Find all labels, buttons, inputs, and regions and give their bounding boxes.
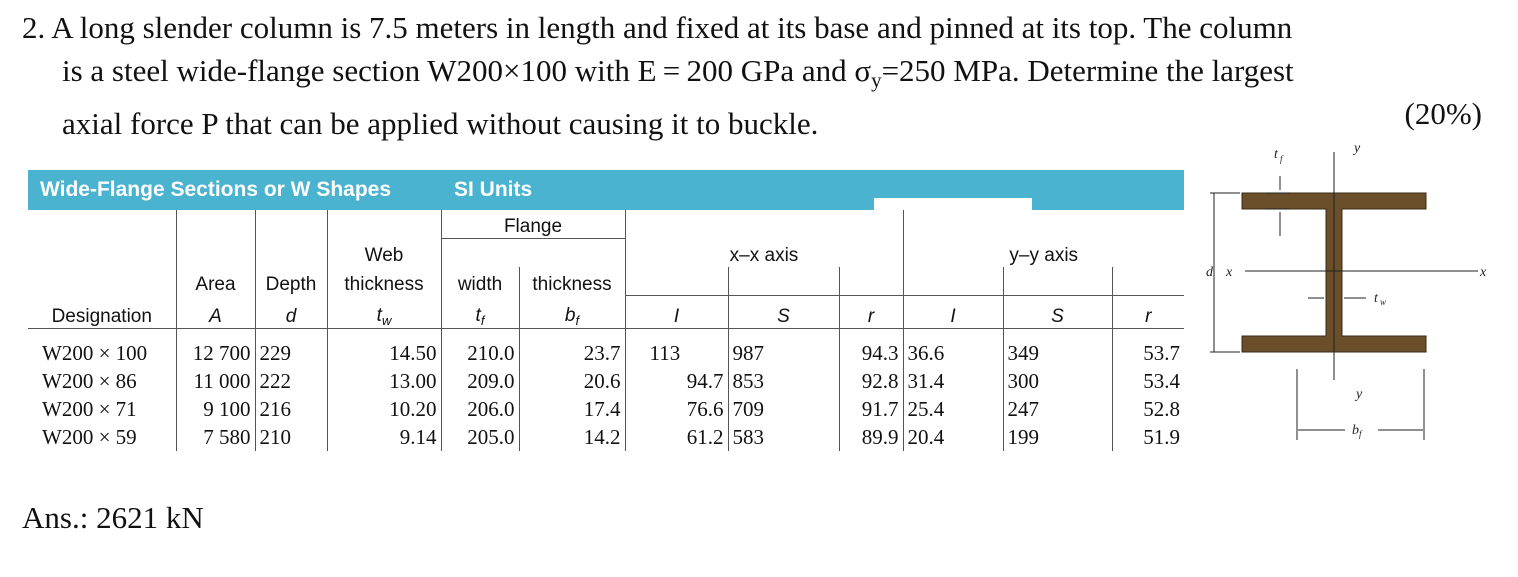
svg-text:f: f: [1280, 154, 1283, 164]
header-row-1: [28, 210, 1184, 239]
svg-text:w: w: [1380, 297, 1387, 307]
svg-text:y: y: [1354, 141, 1361, 156]
section-properties-table: [28, 210, 1184, 451]
problem-line-2: is a steel wide-flange section W200×100 with E = 200 GPa and $\sigma_y=250$ MPa. Determine the largest: [62, 53, 1294, 92]
svg-text:x: x: [1480, 265, 1487, 280]
table-units: SI Units: [454, 178, 533, 201]
header-row-3: [28, 267, 1184, 296]
header-row-2: [28, 239, 1184, 268]
svg-text:f: f: [1359, 429, 1362, 439]
problem-line-1: 2. A long slender column is 7.5 meters in length and fixed at its base and pinned at its top. The column: [22, 10, 1293, 45]
svg-text:x: x: [1226, 265, 1233, 280]
svg-text:b: b: [1352, 423, 1359, 438]
svg-text:t: t: [1374, 291, 1378, 306]
depth-header: Depth: [255, 267, 327, 296]
table-title-bar: [28, 170, 1184, 210]
svg-text:y: y: [1356, 387, 1363, 402]
svg-text:t: t: [1274, 147, 1278, 162]
wide-flange-table: [28, 170, 1184, 454]
web-header: Web: [364, 245, 404, 266]
problem-line-3: axial force P that can be applied without causing it to buckle.: [62, 106, 819, 141]
table-row: W200 × 100 12 700 229 14.50 210.0 23.7 113 987 94.3 36.6 349 53.7: [28, 339, 1184, 367]
flange-thickness-header: thickness: [519, 267, 625, 296]
flange-width-header: width: [441, 267, 519, 296]
flange-header: Flange: [503, 216, 563, 237]
answer-text: Ans.: 2621 kN: [22, 500, 204, 535]
svg-text:d: d: [1206, 265, 1213, 280]
header-row-4: Designation A d $t_w$ $t_f$ $b_f$ I S r I S r: [28, 296, 1184, 329]
area-header: Area: [176, 267, 255, 296]
problem-number: 2.: [22, 10, 46, 45]
xx-axis-header: x–x axis: [729, 245, 799, 266]
wide-flange-section-figure: [1190, 140, 1510, 450]
yy-axis-header: y–y axis: [1009, 245, 1079, 266]
table-row: W200 × 86 11 000 222 13.00 209.0 20.6 94.7 853 92.8 31.4 300 53.4: [28, 367, 1184, 395]
designation-header: Designation: [28, 296, 176, 329]
table-row: W200 × 59 7 580 210 9.14 205.0 14.2 61.2 583 89.9 20.4 199 51.9: [28, 423, 1184, 451]
problem-statement: [22, 6, 1502, 145]
table-title: Wide-Flange Sections or W Shapes: [40, 178, 392, 201]
problem-points: (20%): [1404, 96, 1482, 131]
web-thickness-header: thickness: [327, 267, 441, 296]
table-row: W200 × 71 9 100 216 10.20 206.0 17.4 76.6 709 91.7 25.4 247 52.8: [28, 395, 1184, 423]
